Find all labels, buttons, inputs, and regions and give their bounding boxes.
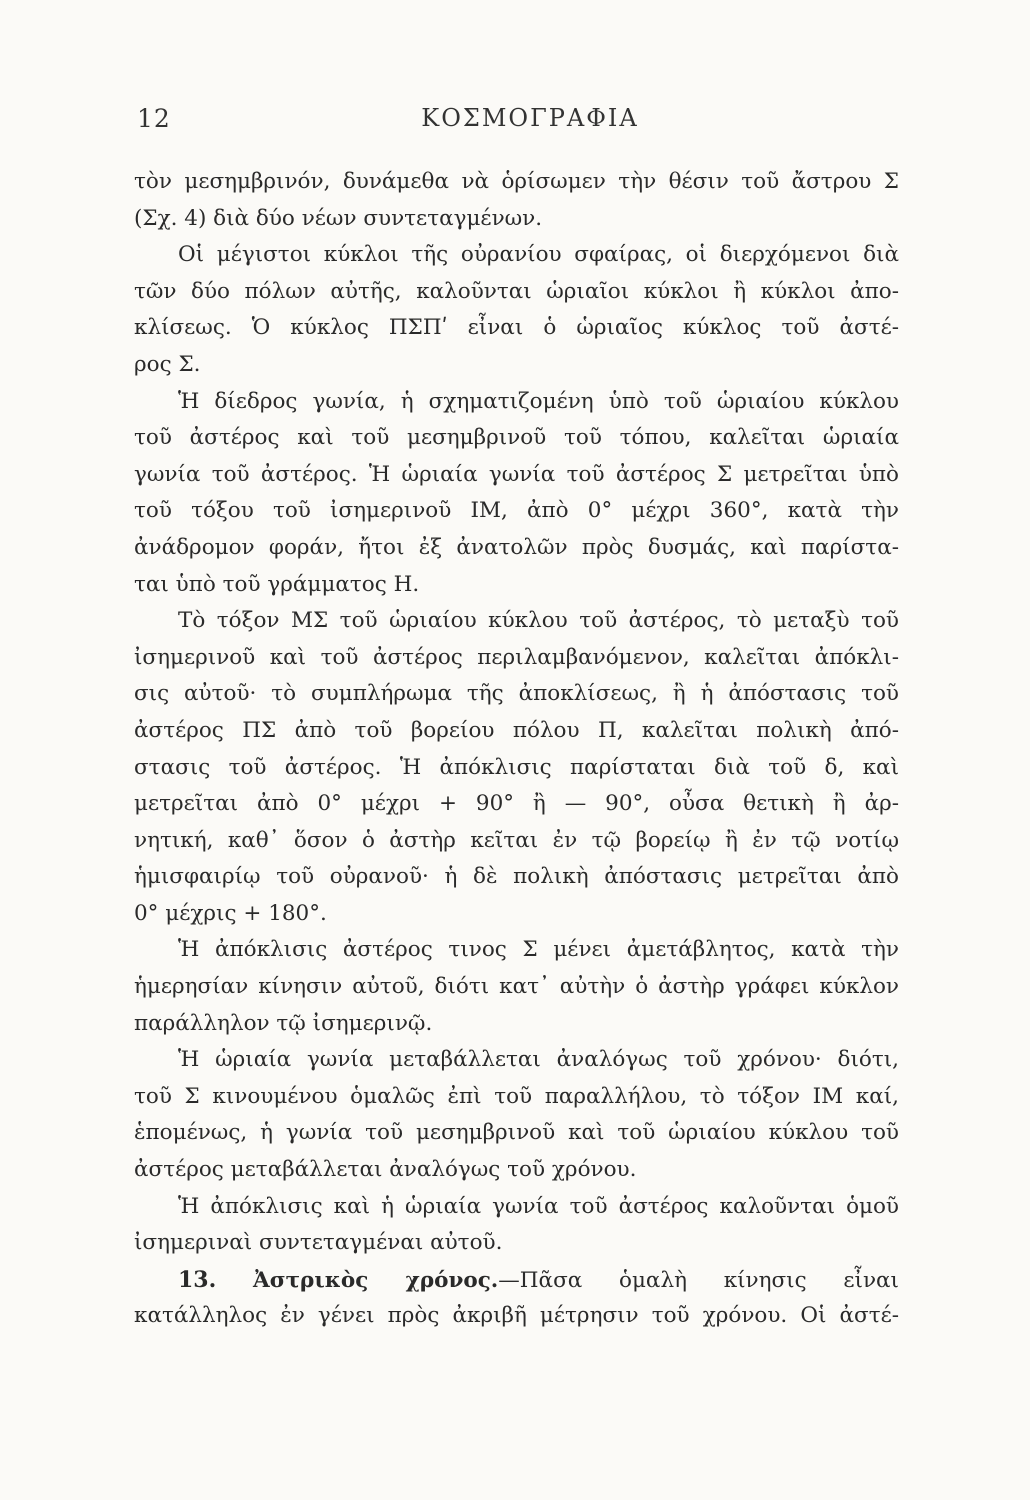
paragraph xyxy=(134,1042,899,1188)
text-line: στασις τοῦ ἀστέρος. Ἡ ἀπόκλισις παρίσταται διὰ τοῦ δ, καὶ xyxy=(134,754,899,780)
text-line: κλίσεως. Ὁ κύκλος ΠΣΠʹ εἶναι ὁ ὡριαῖος κύκλος τοῦ ἀστέ- xyxy=(134,315,899,341)
text-line: ἀστέρος ΠΣ ἀπὸ τοῦ βορείου πόλου Π, καλεῖται πολικὴ ἀπό- xyxy=(134,717,899,743)
text-line: Τὸ τόξον ΜΣ τοῦ ὡριαίου κύκλου τοῦ ἀστέρος, τὸ μεταξὺ τοῦ xyxy=(178,608,899,634)
paragraph xyxy=(134,603,899,932)
text-line: τοῦ ἀστέρος καὶ τοῦ μεσημβρινοῦ τοῦ τόπου, καλεῖται ὡριαία xyxy=(134,425,899,451)
text-line: ἀνάδρομον φοράν, ἤτοι ἐξ ἀνατολῶν πρὸς δυσμάς, καὶ παρίστα- xyxy=(134,534,899,560)
section-first-line xyxy=(134,1262,899,1299)
page-number: 12 xyxy=(137,104,171,133)
text-line: παράλληλον τῷ ἰσημερινῷ. xyxy=(134,1010,433,1036)
section-text: —Πᾶσα ὁμαλὴ κίνησις εἶναι xyxy=(498,1267,899,1293)
running-title: ΚΟΣΜΟΓΡΑΦΙΑ xyxy=(421,104,639,132)
text-line: μετρεῖται ἀπὸ 0° μέχρι + 90° ἢ — 90°, οὖσα θετικὴ ἢ ἀρ- xyxy=(134,791,899,817)
section-title: Ἀστρικὸς χρόνος. xyxy=(253,1267,499,1293)
section-paragraph xyxy=(134,1262,899,1335)
text-line: ἡμισφαιρίῳ τοῦ οὐρανοῦ· ἡ δὲ πολικὴ ἀπόστασις μετρεῖται ἀπὸ xyxy=(134,864,899,890)
text-line: Ἡ ὡριαία γωνία μεταβάλλεται ἀναλόγως τοῦ χρόνου· διότι, xyxy=(178,1047,899,1073)
text-line: τοῦ Σ κινουμένου ὁμαλῶς ἐπὶ τοῦ παραλλήλου, τὸ τόξον ΙΜ καί, xyxy=(134,1083,899,1109)
text-line: τὸν μεσημβρινόν, δυνάμεθα νὰ ὁρίσωμεν τὴν θέσιν τοῦ ἄστρου Σ xyxy=(134,169,899,194)
paragraph xyxy=(134,237,899,383)
text-line: (Σχ. 4) διὰ δύο νέων συντεταγμένων. xyxy=(134,205,543,231)
text-line: νητική, καθ᾽ ὅσον ὁ ἀστὴρ κεῖται ἐν τῷ βορείῳ ἢ ἐν τῷ νοτίῳ xyxy=(134,827,899,853)
text-line: τῶν δύο πόλων αὐτῆς, καλοῦνται ὡριαῖοι κύκλοι ἢ κύκλοι ἀπο- xyxy=(134,278,899,304)
paragraph xyxy=(134,932,899,1042)
text-line: Ἡ δίεδρος γωνία, ἡ σχηματιζομένη ὑπὸ τοῦ ὡριαίου κύκλου xyxy=(178,388,899,414)
paragraph xyxy=(134,1189,899,1262)
page-header xyxy=(0,100,1030,140)
text-line: ἀστέρος μεταβάλλεται ἀναλόγως τοῦ χρόνου. xyxy=(134,1157,637,1183)
text-line: Ἡ ἀπόκλισις ἀστέρος τινος Σ μένει ἀμετάβλητος, κατὰ τὴν xyxy=(178,937,899,963)
text-line: ἑπομένως, ἡ γωνία τοῦ μεσημβρινοῦ καὶ τοῦ ὡριαίου κύκλου τοῦ xyxy=(134,1120,899,1146)
text-line: ται ὑπὸ τοῦ γράμματος Η. xyxy=(134,571,420,597)
paragraph xyxy=(134,384,899,604)
text-line: ἡμερησίαν κίνησιν αὐτοῦ, διότι κατ᾽ αὐτὴν ὁ ἀστὴρ γράφει κύκλον xyxy=(134,974,899,1000)
text-line: Ἡ ἀπόκλισις καὶ ἡ ὡριαία γωνία τοῦ ἀστέρος καλοῦνται ὁμοῦ xyxy=(178,1193,899,1219)
text-line: τοῦ τόξου τοῦ ἰσημερινοῦ ΙΜ, ἀπὸ 0° μέχρι 360°, κατὰ τὴν xyxy=(134,498,899,524)
text-line: γωνία τοῦ ἀστέρος. Ἡ ὡριαία γωνία τοῦ ἀστέρος Σ μετρεῖται ὑπὸ xyxy=(134,461,899,487)
text-line: ρος Σ. xyxy=(134,351,201,377)
text-line: Οἱ μέγιστοι κύκλοι τῆς οὐρανίου σφαίρας, οἱ διερχόμενοι διὰ xyxy=(178,242,899,268)
text-line: σις αὐτοῦ· τὸ συμπλήρωμα τῆς ἀποκλίσεως, ἢ ἡ ἀπόστασις τοῦ xyxy=(134,681,899,707)
text-line: κατάλληλος ἐν γένει πρὸς ἀκριβῆ μέτρησιν τοῦ χρόνου. Οἱ ἀστέ- xyxy=(134,1303,899,1329)
text-line: ἰσημερινοῦ καὶ τοῦ ἀστέρος περιλαμβανόμενον, καλεῖται ἀπόκλι- xyxy=(134,644,899,670)
text-line: 0° μέχρις + 180°. xyxy=(134,900,327,926)
section-number: 13. xyxy=(178,1266,217,1293)
page-body xyxy=(134,164,899,1335)
paragraph xyxy=(134,164,899,237)
text-line: ἰσημεριναὶ συντεταγμέναι αὐτοῦ. xyxy=(134,1230,503,1256)
